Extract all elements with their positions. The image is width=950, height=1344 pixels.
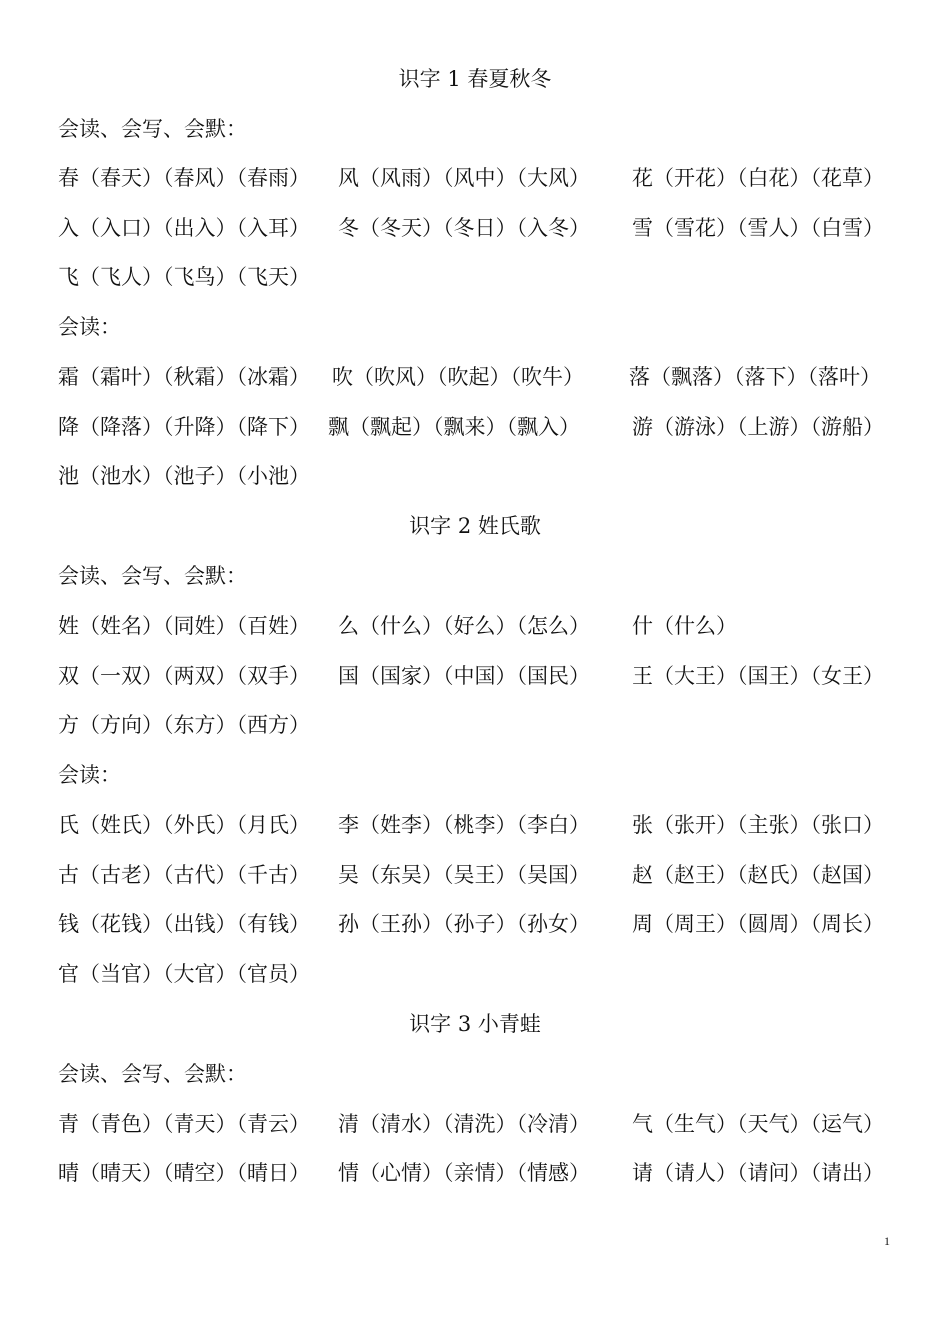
word-entry: 情（心情）（亲情）（情感）: [338, 1161, 590, 1185]
word-row: [0, 909, 950, 939]
word-row: [0, 1158, 950, 1188]
section-title: 识字 2 姓氏歌: [409, 514, 541, 538]
word-entry: 王（大王）（国王）（女王）: [632, 664, 884, 688]
word-entry: 飞（飞人）（飞鸟）（飞天）: [58, 265, 310, 289]
word-entry: 氏（姓氏）（外氏）（月氏）: [58, 813, 310, 837]
word-entry: 钱（花钱）（出钱）（有钱）: [58, 912, 310, 936]
word-entry: 霜（霜叶）（秋霜）（冰霜）: [58, 365, 310, 389]
word-row: [0, 213, 950, 243]
word-entry: 张（张开）（主张）（张口）: [632, 813, 884, 837]
word-row: [0, 262, 950, 292]
word-entry: 清（清水）（清洗）（冷清）: [338, 1112, 590, 1136]
word-entry: 孙（王孙）（孙子）（孙女）: [338, 912, 590, 936]
word-entry: 双（一双）（两双）（双手）: [58, 664, 310, 688]
word-entry: 降（降落）（升降）（降下）: [58, 415, 310, 439]
word-row: [0, 461, 950, 491]
word-entry: 国（国家）（中国）（国民）: [338, 664, 590, 688]
word-row: [0, 959, 950, 989]
word-entry: 雪（雪花）（雪人）（白雪）: [632, 216, 884, 240]
word-row: [0, 710, 950, 740]
word-entry: 姓（姓名）（同姓）（百姓）: [58, 614, 310, 638]
section-title: 识字 3 小青蛙: [409, 1012, 541, 1036]
label-read-write-recite: 会读、会写、会默：: [58, 117, 247, 141]
word-entry: 吹（吹风）（吹起）（吹牛）: [332, 365, 584, 389]
word-entry: 青（青色）（青天）（青云）: [58, 1112, 310, 1136]
word-row: [0, 611, 950, 641]
word-entry: 么（什么）（好么）（怎么）: [338, 614, 590, 638]
section-title: 识字 1 春夏秋冬: [398, 67, 552, 91]
word-row: [0, 163, 950, 193]
word-entry: 官（当官）（大官）（官员）: [58, 962, 310, 986]
word-entry: 落（飘落）（落下）（落叶）: [629, 365, 881, 389]
label-read: 会读：: [58, 763, 121, 787]
word-row: [0, 1109, 950, 1139]
word-entry: 什（什么）: [632, 614, 737, 638]
word-entry: 吴（东吴）（吴王）（吴国）: [338, 863, 590, 887]
word-entry: 春（春天）（春风）（春雨）: [58, 166, 310, 190]
page-number: 1: [884, 1234, 890, 1248]
word-entry: 古（古老）（古代）（千古）: [58, 863, 310, 887]
word-entry: 方（方向）（东方）（西方）: [58, 713, 310, 737]
word-entry: 池（池水）（池子）（小池）: [58, 464, 310, 488]
word-entry: 风（风雨）（风中）（大风）: [338, 166, 590, 190]
word-entry: 晴（晴天）（晴空）（晴日）: [58, 1161, 310, 1185]
word-entry: 入（入口）（出入）（入耳）: [58, 216, 310, 240]
word-row: [0, 661, 950, 691]
word-entry: 飘（飘起）（飘来）（飘入）: [328, 415, 580, 439]
label-read-write-recite: 会读、会写、会默：: [58, 564, 247, 588]
word-entry: 请（请人）（请问）（请出）: [632, 1161, 884, 1185]
word-entry: 花（开花）（白花）（花草）: [632, 166, 884, 190]
label-read: 会读：: [58, 315, 121, 339]
word-row: [0, 860, 950, 890]
word-entry: 冬（冬天）（冬日）（入冬）: [338, 216, 590, 240]
word-row: [0, 412, 950, 442]
word-row: [0, 362, 950, 392]
word-entry: 赵（赵王）（赵氏）（赵国）: [632, 863, 884, 887]
word-entry: 游（游泳）（上游）（游船）: [632, 415, 884, 439]
label-read-write-recite: 会读、会写、会默：: [58, 1062, 247, 1086]
word-entry: 气（生气）（天气）（运气）: [632, 1112, 884, 1136]
word-entry: 周（周王）（圆周）（周长）: [632, 912, 884, 936]
word-entry: 李（姓李）（桃李）（李白）: [338, 813, 590, 837]
word-row: [0, 810, 950, 840]
